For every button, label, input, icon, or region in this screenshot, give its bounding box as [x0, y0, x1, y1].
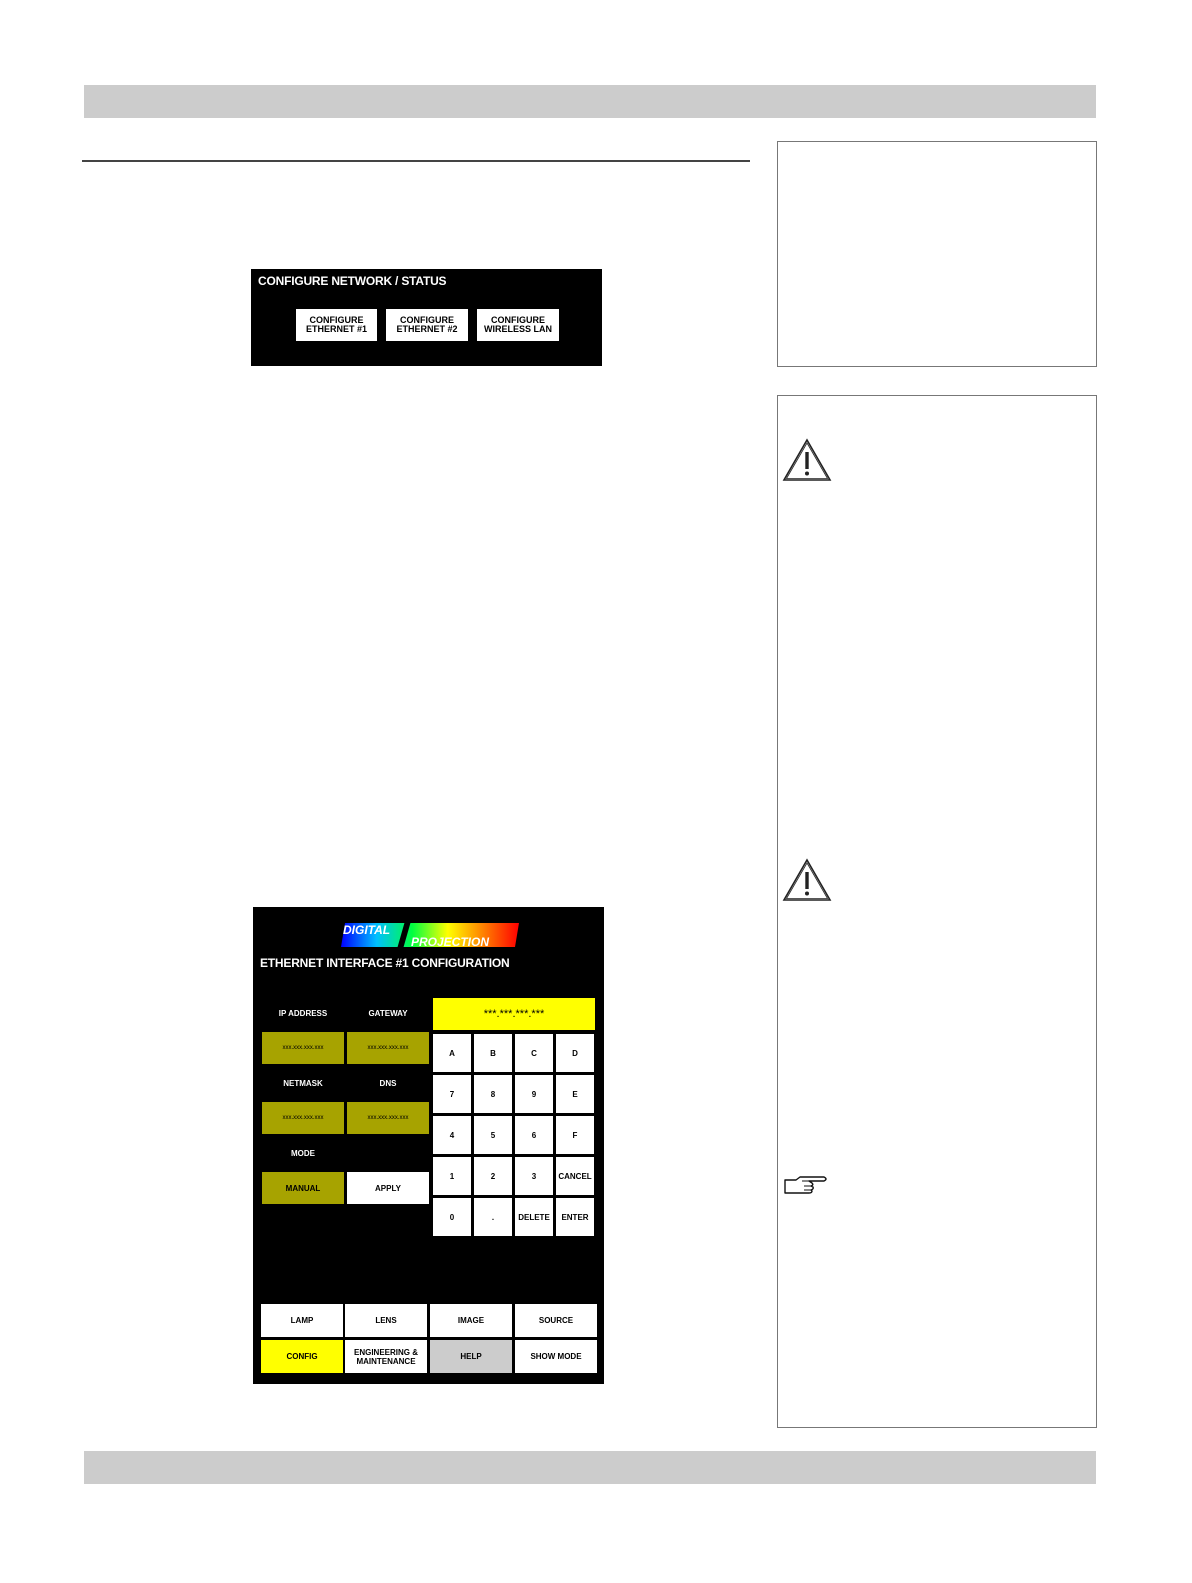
ip-address-label: IP ADDRESS: [278, 1009, 328, 1018]
keypad-key[interactable]: 7: [433, 1075, 471, 1113]
header-bar: [84, 85, 1096, 118]
configure-network-panel: [251, 269, 602, 366]
section-divider: [82, 160, 750, 162]
warning-icon: [782, 858, 832, 902]
nav-label: CONFIG: [286, 1352, 318, 1361]
nav-label: LENS: [375, 1316, 397, 1325]
logo-word-1: DIGITAL: [343, 923, 391, 937]
nav-image-button[interactable]: [430, 1304, 512, 1337]
mode-manual-button[interactable]: MANUAL: [262, 1172, 344, 1204]
gateway-field[interactable]: xxx.xxx.xxx.xxx: [347, 1032, 429, 1064]
keypad-key[interactable]: 0: [433, 1198, 471, 1236]
mode-label: MODE: [291, 1149, 315, 1158]
button-label: CONFIGURE ETHERNET #2: [396, 315, 458, 334]
entry-display: ***.***.***.***: [433, 998, 595, 1030]
nav-label: LAMP: [290, 1316, 314, 1325]
nav-label: SOURCE: [538, 1316, 574, 1325]
nav-engineering-maintenance-button[interactable]: [345, 1340, 427, 1373]
button-label: CONFIGURE WIRELESS LAN: [483, 315, 552, 334]
dns-label: DNS: [379, 1079, 397, 1088]
keypad-key[interactable]: D: [556, 1034, 594, 1072]
footer-bar: [84, 1451, 1096, 1484]
digital-projection-logo: [339, 921, 521, 949]
keypad-key[interactable]: 9: [515, 1075, 553, 1113]
configure-ethernet-1-button[interactable]: [296, 309, 377, 341]
nav-label: HELP: [460, 1352, 482, 1361]
keypad-key[interactable]: 2: [474, 1157, 512, 1195]
nav-help-button[interactable]: [430, 1340, 512, 1373]
keypad-key[interactable]: B: [474, 1034, 512, 1072]
screen-title: ETHERNET INTERFACE #1 CONFIGURATION: [260, 956, 510, 970]
configure-ethernet-2-button[interactable]: [386, 309, 468, 341]
netmask-field[interactable]: xxx.xxx.xxx.xxx: [262, 1102, 344, 1134]
gateway-label: GATEWAY: [368, 1009, 408, 1018]
nav-lamp-button[interactable]: [261, 1304, 343, 1337]
pointing-hand-icon: [782, 1172, 830, 1196]
nav-lens-button[interactable]: [345, 1304, 427, 1337]
keypad-key[interactable]: 6: [515, 1116, 553, 1154]
ip-address-field[interactable]: xxx.xxx.xxx.xxx: [262, 1032, 344, 1064]
keypad-key[interactable]: E: [556, 1075, 594, 1113]
keypad-key[interactable]: 8: [474, 1075, 512, 1113]
dns-field[interactable]: xxx.xxx.xxx.xxx: [347, 1102, 429, 1134]
keypad-key[interactable]: A: [433, 1034, 471, 1072]
keypad-key[interactable]: 4: [433, 1116, 471, 1154]
nav-label: IMAGE: [457, 1316, 485, 1325]
panel-title: CONFIGURE NETWORK / STATUS: [258, 274, 447, 288]
delete-key[interactable]: DELETE: [515, 1198, 553, 1236]
keypad-key[interactable]: C: [515, 1034, 553, 1072]
configure-wireless-lan-button[interactable]: [477, 309, 559, 341]
warning-icon: [782, 438, 832, 482]
nav-label: ENGINEERING & MAINTENANCE: [353, 1347, 418, 1366]
apply-button[interactable]: APPLY: [347, 1172, 429, 1204]
button-label: CONFIGURE ETHERNET #1: [305, 315, 367, 334]
nav-label: SHOW MODE: [530, 1352, 582, 1361]
nav-source-button[interactable]: [515, 1304, 597, 1337]
netmask-label: NETMASK: [283, 1079, 323, 1088]
logo-word-2: PROJECTION: [411, 935, 490, 949]
keypad-key[interactable]: 5: [474, 1116, 512, 1154]
keypad-key[interactable]: F: [556, 1116, 594, 1154]
ethernet-config-screen: [253, 907, 604, 1384]
keypad-key[interactable]: .: [474, 1198, 512, 1236]
nav-config-button[interactable]: [261, 1340, 343, 1373]
notes-box: [777, 395, 1097, 1428]
keypad-key[interactable]: 3: [515, 1157, 553, 1195]
enter-key[interactable]: ENTER: [556, 1198, 594, 1236]
keypad-key[interactable]: 1: [433, 1157, 471, 1195]
cancel-key[interactable]: CANCEL: [556, 1157, 594, 1195]
sidebar-box: [777, 141, 1097, 367]
nav-show-mode-button[interactable]: [515, 1340, 597, 1373]
